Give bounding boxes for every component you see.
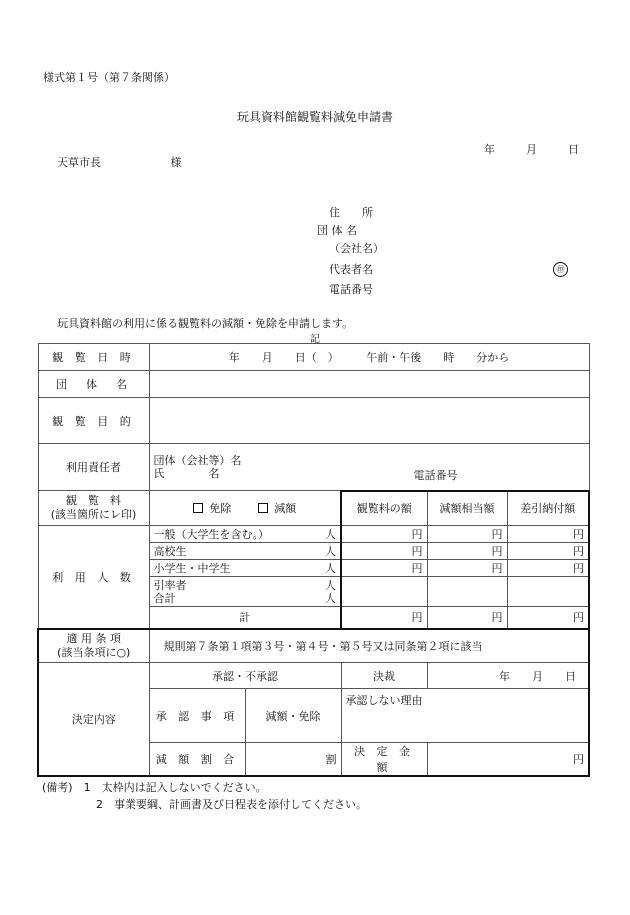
yen-unit: 円 — [411, 562, 423, 575]
users-label: 利 用 人 数 — [38, 526, 149, 629]
reduction-rate-label: 減 額 割 合 — [149, 743, 245, 777]
seal-mark: ㊞ — [553, 262, 568, 277]
rate-unit: 割 — [325, 753, 337, 766]
fee-sum[interactable] — [341, 607, 427, 629]
col-fee-header: 観覧料の額 — [341, 491, 427, 526]
application-table — [37, 343, 590, 777]
applicable-label-main: 適 用 条 項 — [66, 631, 121, 645]
row-fee-header — [38, 491, 589, 526]
approval-label[interactable]: 承認・不承認 — [149, 663, 341, 689]
approved-items-label: 承 認 事 項 — [149, 689, 245, 743]
application-date — [484, 141, 579, 157]
payable-escort-total[interactable] — [507, 577, 589, 607]
reject-reason-label: 承認しない理由 — [345, 694, 423, 707]
purpose-field[interactable] — [149, 398, 589, 444]
person-unit: 人 — [325, 578, 336, 592]
applicant-phone-label: 電話番号 — [329, 283, 373, 296]
applicable-label — [38, 629, 149, 663]
reduction-general[interactable] — [427, 526, 507, 543]
yen-unit: 円 — [411, 528, 423, 541]
payable-general[interactable] — [507, 526, 589, 543]
visit-datetime-field[interactable]: 年 月 日（ ） 午前・午後 時 分から — [149, 344, 589, 371]
reduction-highschool[interactable] — [427, 543, 507, 560]
exempt-checkbox[interactable] — [193, 503, 203, 513]
fee-elementary[interactable] — [341, 560, 427, 577]
user-row-label: 小学生・中学生 — [153, 561, 231, 575]
user-count-escort-total[interactable] — [149, 577, 341, 607]
yen-unit: 円 — [573, 753, 585, 766]
applicant-representative-label: 代表者名 — [329, 263, 373, 276]
note-2: 2 事業要綱、計画書及び日程表を添付してください。 — [96, 798, 367, 811]
user-row-label: 引率者 — [153, 578, 187, 592]
payable-elementary[interactable] — [507, 560, 589, 577]
intro-statement: 玩具資料館の利用に係る観覧料の減額・免除を申請します。 — [57, 317, 354, 330]
yen-unit: 円 — [491, 611, 503, 625]
reduction-escort-total[interactable] — [427, 577, 507, 607]
yen-unit: 円 — [573, 545, 585, 558]
kessai-date[interactable]: 年 月 日 — [427, 663, 589, 689]
reject-reason-field[interactable] — [341, 689, 589, 743]
reduce-checkbox[interactable] — [258, 503, 268, 513]
yen-unit: 円 — [491, 528, 503, 541]
row-applicable — [38, 629, 589, 663]
yen-unit: 円 — [573, 611, 585, 625]
ki-heading: 記 — [310, 334, 320, 345]
page-title: 玩具資料館観覧料減免申請書 — [236, 110, 393, 124]
applicant-address-label: 住 所 — [329, 206, 373, 219]
user-count-highschool[interactable] — [149, 543, 341, 560]
fee-label-note: (該当箇所にレ印) — [50, 508, 137, 521]
row-group-name — [38, 371, 589, 398]
col-reduction-header: 減額相当額 — [427, 491, 507, 526]
yen-unit: 円 — [411, 611, 423, 625]
person-unit: 人 — [325, 544, 336, 558]
addressee-honorific: 様 — [170, 156, 182, 169]
user-count-elementary[interactable] — [149, 560, 341, 577]
kessai-label: 決裁 — [341, 663, 427, 689]
group-name-field[interactable] — [149, 371, 589, 398]
fee-general[interactable] — [341, 526, 427, 543]
addressee — [57, 154, 182, 170]
decided-amount-label: 決 定 金 額 — [341, 743, 427, 777]
user-row-general — [38, 526, 589, 543]
fee-escort-total[interactable] — [341, 577, 427, 607]
row-responsible — [38, 444, 589, 491]
decision-label: 決定内容 — [38, 663, 149, 777]
row-decision-approval — [38, 663, 589, 689]
user-row-label: 高校生 — [153, 544, 187, 558]
group-name-label: 団 体 名 — [38, 371, 149, 398]
person-unit: 人 — [325, 561, 336, 575]
person-unit: 人 — [325, 591, 336, 605]
row-visit-datetime — [38, 344, 589, 371]
responsible-field[interactable] — [149, 444, 589, 491]
date-month: 月 — [526, 143, 537, 156]
yen-unit: 円 — [573, 562, 585, 575]
fee-highschool[interactable] — [341, 543, 427, 560]
responsible-label: 利用責任者 — [38, 444, 149, 491]
applicable-clause[interactable]: 規則第７条第１項第３号・第４号・第５号又は同条第２項に該当 — [149, 629, 589, 663]
notes — [42, 779, 367, 813]
yen-unit: 円 — [573, 528, 585, 541]
date-year: 年 — [484, 143, 495, 156]
form-number: 様式第１号（第７条関係） — [43, 71, 175, 84]
reduce-option-label: 減額 — [274, 502, 297, 515]
fee-label-main: 観 覧 料 — [66, 494, 121, 507]
fee-label — [38, 491, 149, 526]
person-unit: 人 — [325, 527, 336, 541]
user-row-label: 一般（大学生を含む。） — [153, 527, 269, 541]
user-count-general[interactable] — [149, 526, 341, 543]
decided-amount-field[interactable] — [427, 743, 589, 777]
date-day: 日 — [568, 143, 579, 156]
visit-datetime-label: 観 覧 日 時 — [38, 344, 149, 371]
col-payable-header: 差引納付額 — [507, 491, 589, 526]
applicable-label-note: (該当条項に○) — [57, 645, 131, 659]
purpose-label: 観 覧 目 的 — [38, 398, 149, 444]
payable-highschool[interactable] — [507, 543, 589, 560]
approved-items-value[interactable]: 減額・免除 — [245, 689, 341, 743]
yen-unit: 円 — [491, 562, 503, 575]
payable-sum[interactable] — [507, 607, 589, 629]
yen-unit: 円 — [491, 545, 503, 558]
row-purpose — [38, 398, 589, 444]
applicant-company-label: （会社名） — [329, 242, 384, 255]
fee-options — [149, 491, 341, 526]
exempt-option-label: 免除 — [209, 502, 232, 515]
addressee-name: 天草市長 — [57, 156, 101, 169]
sum-label: 計 — [149, 607, 341, 629]
reduction-elementary[interactable] — [427, 560, 507, 577]
note-1: (備考) 1 太枠内は記入しないでください。 — [42, 781, 267, 794]
responsible-org-line: 団体（会社等）名 — [153, 453, 242, 467]
user-row-label: 合計 — [153, 591, 176, 605]
reduction-sum[interactable] — [427, 607, 507, 629]
yen-unit: 円 — [411, 545, 423, 558]
applicant-group-label: 団 体 名 — [317, 224, 357, 237]
responsible-person-line: 氏 名 — [153, 466, 220, 480]
responsible-phone-label: 電話番号 — [413, 468, 458, 482]
reduction-rate-field[interactable] — [245, 743, 341, 777]
